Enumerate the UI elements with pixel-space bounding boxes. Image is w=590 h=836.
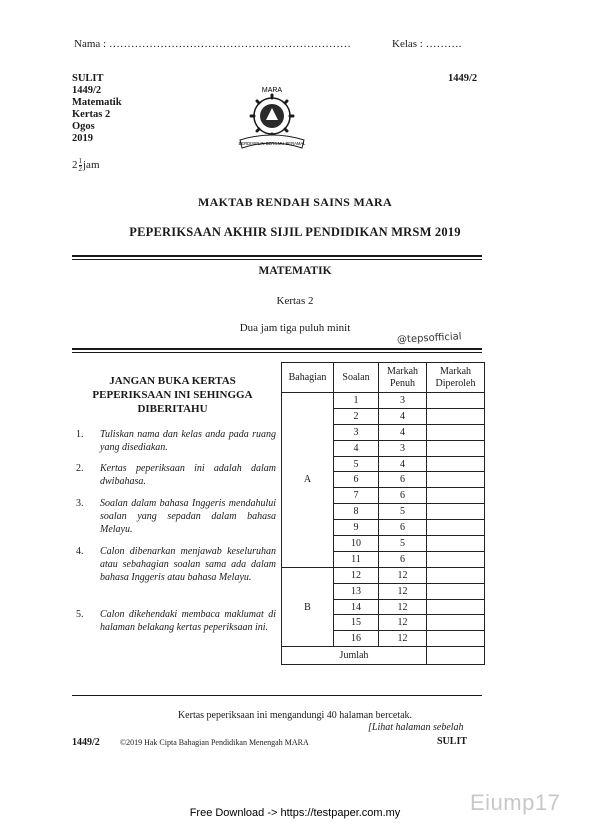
download-link[interactable]: Free Download -> https://testpaper.com.my — [189, 807, 401, 819]
marks-obtained-cell[interactable] — [427, 583, 485, 599]
marks-obtained-cell[interactable] — [427, 456, 485, 472]
marks-obtained-cell[interactable] — [427, 536, 485, 552]
time-allowed: Dua jam tiga puluh minit — [239, 322, 351, 334]
instruction-text: Calon dibenarkan menjawab keseluruhan atau sebahagian soalan sama ada dalam bahasa Inggeris atau bahasa Melayu. — [100, 546, 276, 583]
question-number: 15 — [334, 615, 379, 631]
question-number: 10 — [334, 536, 379, 552]
paper-number: Kertas 2 — [276, 295, 314, 307]
section-rule-bottom — [72, 352, 482, 353]
status-label: SULIT — [72, 73, 104, 84]
paper-info-block — [72, 73, 122, 145]
question-number: 7 — [334, 488, 379, 504]
marks-obtained-cell[interactable] — [427, 520, 485, 536]
instruction-number: 4. — [76, 546, 84, 557]
turn-over-note: [Lihat halaman sebelah — [368, 722, 464, 733]
instruction-text: Soalan dalam bahasa Inggeris mendahului soalan yang sepadan dalam bahasa Melayu. — [100, 498, 276, 535]
duration-numerator: 1 — [78, 157, 82, 165]
subject-title: MATEMATIK — [258, 265, 332, 277]
footer-rule — [72, 695, 482, 696]
instruction-text: Calon dikehendaki membaca maklumat di halaman belakang kertas peperiksaan ini. — [100, 609, 276, 633]
marks-obtained-cell[interactable] — [427, 440, 485, 456]
paper-code: 1449/2 — [72, 85, 102, 96]
mara-logo — [232, 80, 312, 160]
duration-unit: jam — [83, 159, 100, 172]
question-number: 13 — [334, 583, 379, 599]
duration-whole: 2 — [72, 159, 78, 172]
header-full-marks: Markah Penuh — [379, 363, 427, 393]
question-number: 5 — [334, 456, 379, 472]
question-number: 9 — [334, 520, 379, 536]
full-marks: 4 — [379, 424, 427, 440]
full-marks: 12 — [379, 599, 427, 615]
title-rule-top — [72, 255, 482, 257]
table-header-row — [282, 363, 485, 393]
question-number: 2 — [334, 408, 379, 424]
marks-obtained-cell[interactable] — [427, 567, 485, 583]
duration — [72, 158, 100, 173]
instruction-number: 3. — [76, 498, 84, 509]
marks-obtained-cell[interactable] — [427, 631, 485, 647]
instruction-text: Tuliskan nama dan kelas anda pada ruang yang disediakan. — [100, 429, 276, 453]
full-marks: 12 — [379, 615, 427, 631]
section-a-label: A — [282, 393, 334, 568]
table-row — [282, 393, 485, 409]
college-name: MAKTAB RENDAH SAINS MARA — [198, 195, 392, 209]
full-marks: 4 — [379, 456, 427, 472]
question-number: 1 — [334, 393, 379, 409]
footer-status: SULIT — [437, 736, 468, 747]
question-number: 16 — [334, 631, 379, 647]
section-rule-top — [72, 348, 482, 350]
instruction-text: Kertas peperiksaan ini adalah dalam dwibahasa. — [100, 463, 276, 487]
instruction-number: 5. — [76, 609, 84, 620]
footer-paper-code: 1449/2 — [72, 737, 100, 748]
paper-code-right: 1449/2 — [448, 73, 478, 84]
logo-motto: BERDISIPLIN BERILMU BERAMAL — [238, 141, 306, 146]
paper-label: Kertas 2 — [72, 109, 111, 120]
full-marks: 5 — [379, 504, 427, 520]
full-marks: 6 — [379, 551, 427, 567]
question-number: 11 — [334, 551, 379, 567]
full-marks: 3 — [379, 440, 427, 456]
full-marks: 12 — [379, 631, 427, 647]
marks-obtained-cell[interactable] — [427, 599, 485, 615]
copyright-notice: ©2019 Hak Cipta Bahagian Pendidikan Menengah MARA — [120, 738, 309, 747]
duration-denominator: 2 — [78, 165, 82, 173]
instruction-number: 1. — [76, 429, 84, 440]
marks-obtained-cell[interactable] — [427, 488, 485, 504]
total-marks-cell[interactable] — [427, 647, 485, 665]
year-label: 2019 — [72, 133, 93, 144]
total-row — [282, 647, 485, 665]
month-label: Ogos — [72, 121, 95, 132]
logo-top-text: MARA — [261, 87, 283, 94]
title-rule-bottom — [72, 259, 482, 260]
full-marks: 12 — [379, 567, 427, 583]
marks-obtained-cell[interactable] — [427, 504, 485, 520]
full-marks: 6 — [379, 472, 427, 488]
marks-obtained-cell[interactable] — [427, 472, 485, 488]
header-section: Bahagian — [282, 363, 334, 393]
marks-obtained-cell[interactable] — [427, 408, 485, 424]
question-number: 6 — [334, 472, 379, 488]
marks-obtained-cell[interactable] — [427, 393, 485, 409]
full-marks: 6 — [379, 488, 427, 504]
section-b-label: B — [282, 567, 334, 646]
full-marks: 3 — [379, 393, 427, 409]
exam-title: PEPERIKSAAN AKHIR SIJIL PENDIDIKAN MRSM 2019 — [129, 225, 461, 239]
instruction-number: 2. — [76, 463, 84, 474]
marks-obtained-cell[interactable] — [427, 615, 485, 631]
handwritten-handle: @tepsofficial — [396, 331, 462, 346]
full-marks: 5 — [379, 536, 427, 552]
question-number: 14 — [334, 599, 379, 615]
full-marks: 6 — [379, 520, 427, 536]
question-number: 8 — [334, 504, 379, 520]
subject-label: Matematik — [72, 97, 122, 108]
full-marks: 4 — [379, 408, 427, 424]
header-marks-obtained: Markah Diperoleh — [427, 363, 485, 393]
marks-table — [281, 362, 485, 665]
header-question: Soalan — [334, 363, 379, 393]
class-field[interactable]: Kelas : ………. — [392, 38, 462, 50]
marks-obtained-cell[interactable] — [427, 551, 485, 567]
question-number: 3 — [334, 424, 379, 440]
total-label: Jumlah — [282, 647, 427, 665]
name-field[interactable]: Nama : ………………………………………………………… — [74, 38, 351, 50]
marks-obtained-cell[interactable] — [427, 424, 485, 440]
duration-fraction — [79, 158, 83, 173]
question-number: 4 — [334, 440, 379, 456]
brand-watermark: Eiump17 — [470, 790, 561, 815]
full-marks: 12 — [379, 583, 427, 599]
table-row — [282, 567, 485, 583]
question-number: 12 — [334, 567, 379, 583]
pages-note: Kertas peperiksaan ini mengandungi 40 halaman bercetak. — [177, 710, 413, 721]
warning-notice: JANGAN BUKA KERTAS PEPERIKSAAN INI SEHINGGA DIBERITAHU — [92, 375, 253, 415]
